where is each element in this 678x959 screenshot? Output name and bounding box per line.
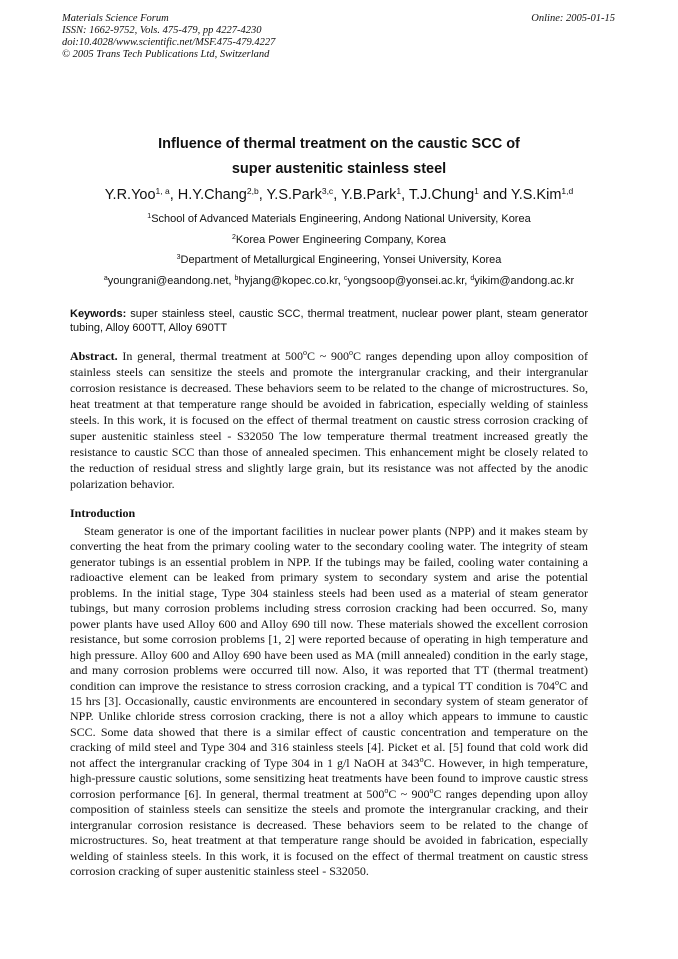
degree-sup: o — [302, 348, 307, 357]
affiliation-sup: 3 — [176, 254, 181, 261]
author-sup: 1,d — [561, 186, 574, 196]
author-name: Y.S.Park — [266, 187, 322, 203]
abstract-label: Abstract. — [70, 349, 118, 363]
author-name: Y.B.Park — [340, 187, 397, 203]
author-sup: 1, a — [155, 186, 170, 196]
abstract — [70, 348, 588, 492]
doi-line: doi:10.4028/www.scientific.net/MSF.475-479.4227 — [62, 37, 276, 48]
email-address: youngrani@eandong.net — [107, 275, 229, 287]
author-sup: 3,c — [321, 186, 334, 196]
abstract-text: C ~ 900 — [306, 349, 349, 363]
author-list — [40, 184, 638, 206]
author-and: and — [478, 187, 511, 203]
affiliation-text: Korea Power Engineering Company, Korea — [235, 234, 447, 246]
author-name: Y.R.Yoo — [104, 187, 156, 203]
journal-name: Materials Science Forum — [62, 13, 169, 24]
author-sup: 1 — [396, 186, 402, 196]
author-separator: , — [169, 187, 178, 203]
title-line-1: Influence of thermal treatment on the caustic SCC of — [158, 136, 520, 152]
affiliation-1 — [40, 212, 638, 226]
degree-sup: o — [384, 785, 389, 795]
email-sup: d — [470, 275, 475, 282]
author-separator: , — [333, 187, 341, 203]
intro-text: C. However, in high temperature, high-pressure caustic solutions, some sensitizing heat treatments have been found to improve caustic stress corrosion performance [6]. In general, thermal treatment at 500 — [70, 755, 588, 801]
title-line-2: super austenitic stainless steel — [231, 161, 447, 177]
author-name: H.Y.Chang — [177, 187, 247, 203]
keywords-label: Keywords: — [70, 308, 127, 320]
keywords-text: super stainless steel, caustic SCC, thermal treatment, nuclear power plant, steam generator tubing, Alloy 600TT, Alloy 690TT — [70, 308, 588, 334]
degree-sup: o — [348, 348, 353, 357]
author-sup: 2,b — [246, 186, 259, 196]
author-name: T.J.Chung — [408, 187, 475, 203]
email-address: hyjang@kopec.co.kr — [238, 275, 338, 287]
abstract-text: In general, thermal treatment at 500 — [122, 349, 303, 363]
email-sup: b — [234, 275, 239, 282]
abstract-text: C ranges depending upon alloy composition of stainless steels can sensitize the steels and promote the intergranular cracking, and their intergranular corrosion resistance is decreased. These behaviors seem to be related to the change of microstructures. So, heat treatment at that temperature range should be avoided in fabrication, especially welding of stainless steels. In this work, it is focused on the effect of thermal treatment on caustic stress corrosion cracking of super austenitic stainless steel - S32050 The low temperature thermal treatment increased greatly the resistance to caustic SCC than those of annealed specimen. This enhancement might be closely related to the reduction of residual stress and slightly large grain, but its resistance was not affected by the anodic polarization behavior. — [70, 349, 588, 491]
paper-title — [70, 132, 608, 182]
intro-text: C ranges depending upon alloy composition of stainless steels can sensitize the steels and promote the intergranular cracking, and their intergranular corrosion resistance is decreased. These behaviors seem to be related to the change of microstructures. So, heat treatment at that temperature range should be avoided in fabrication, especially welding of stainless steels. In this work, it is focused on the effect of thermal treatment on caustic stress corrosion cracking of super austenitic stainless steel - S32050. — [70, 786, 589, 878]
email-address: yikim@andong.ac.kr — [474, 275, 575, 287]
affiliation-sup: 1 — [147, 213, 152, 220]
section-heading-introduction: Introduction — [70, 506, 136, 520]
keywords — [70, 307, 588, 335]
affiliation-sup: 2 — [231, 234, 236, 241]
author-name: Y.S.Kim — [510, 187, 562, 203]
affiliation-text: Department of Metallurgical Engineering, Yonsei University, Korea — [180, 254, 502, 266]
email-sup: a — [103, 275, 108, 282]
intro-text: C and 15 hrs [3]. Occasionally, caustic environments are encountered in secondary system of steam generator of NPP. Unlike chloride stress corrosion cracking, there is not a alloy which appears to immune to caustic SCC. Some data showed that there is a similar effect of caustic concentration and temperature on the cracking of mild steel and Type 304 and 316 stainless steels [4]. Picket et al. [5] found that cold work did not affect the intergranular cracking of Type 304 in 1 g/l NaOH at 343 — [70, 678, 588, 770]
degree-sup: o — [419, 754, 424, 764]
email-list: $^a$youngrani@eandong.net, $^b$hyjang@kopec.co.kr, $^c$yongsoop@yonsei.ac.kr, $^d$yikim@andong.ac.kr — [103, 275, 575, 287]
intro-text: Steam generator is one of the important facilities in nuclear power plants (NPP) and it makes steam by converting the heat from the primary cooling water to the secondary cooling water. The integrity of steam generator tubings is an essential problem in NPP. If the tubings may be failed, cooling water containing a radioactive element can be leaked from primary system to secondary system and arise the potential problems. In the initial stage, Type 304 stainless steels had been used as a material of steam generator tubings, but many corrosion problems including stress corrosion cracking had been occurred. So, many power plants have used Alloy 600 and Alloy 690 till now. These materials showed the excellent corrosion resistance, but some corrosion problems [1, 2] were reported because of operating in high temperature and high pressure. Alloy 600 and Alloy 690 have been used as MA (mill annealed) condition in the early stage, and many corrosion problems were occurred till now. Also, it was reported that TT (thermal treatment) condition can improve the resistance to stress corrosion cracking, and a typical TT condition is 704 — [70, 524, 588, 693]
affiliation-text: School of Advanced Materials Engineering, Andong National University, Korea — [151, 213, 531, 225]
author-sup: 1 — [474, 186, 479, 196]
author-separator: , — [401, 187, 409, 203]
email-address: yongsoop@yonsei.ac.kr — [347, 275, 465, 287]
author-separator: , — [258, 187, 267, 203]
degree-sup: o — [555, 677, 560, 687]
affiliation-2 — [40, 233, 638, 247]
affiliation-3 — [40, 253, 638, 267]
email-sup: c — [343, 275, 348, 282]
online-date: Online: 2005-01-15 — [531, 13, 615, 24]
introduction-paragraph — [70, 524, 588, 879]
copyright-line: © 2005 Trans Tech Publications Ltd, Switzerland — [62, 49, 270, 60]
journal-header — [62, 13, 482, 61]
issn-line: ISSN: 1662-9752, Vols. 475-479, pp 4227-4230 — [62, 25, 262, 36]
intro-text: C ~ 900 — [388, 786, 430, 801]
degree-sup: o — [429, 785, 434, 795]
